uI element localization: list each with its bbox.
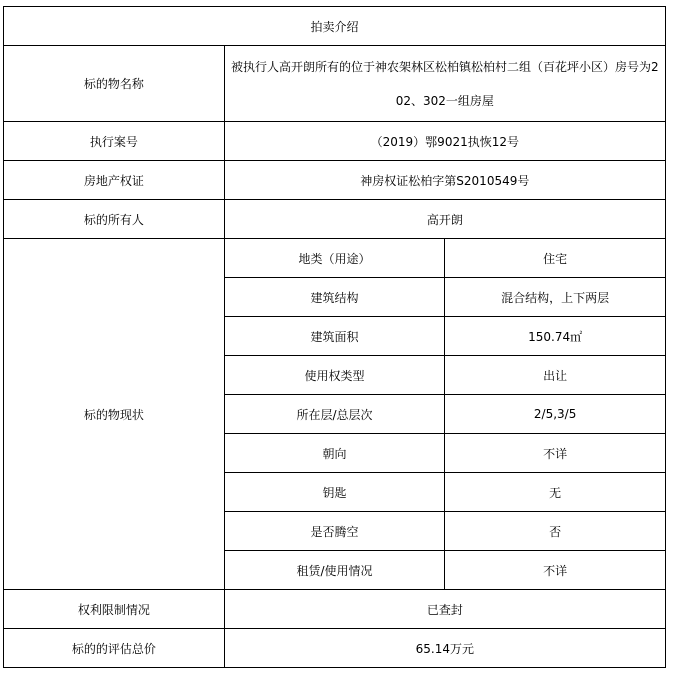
status-value: 住宅 — [445, 239, 666, 278]
status-value: 不详 — [445, 434, 666, 473]
status-key: 建筑面积 — [224, 317, 445, 356]
status-key: 建筑结构 — [224, 278, 445, 317]
restriction-row — [4, 590, 666, 629]
status-key: 钥匙 — [224, 473, 445, 512]
status-key: 是否腾空 — [224, 512, 445, 551]
owner-label: 标的所有人 — [4, 200, 225, 239]
subject-name-label: 标的物名称 — [4, 46, 225, 122]
property-cert-row — [4, 161, 666, 200]
property-cert-label: 房地产权证 — [4, 161, 225, 200]
status-value: 混合结构，上下两层 — [445, 278, 666, 317]
subject-name-value: 被执行人高开朗所有的位于神农架林区松柏镇松柏村二组（百花坪小区）房号为202、302一组房屋 — [224, 46, 665, 122]
status-value: 否 — [445, 512, 666, 551]
status-label: 标的物现状 — [4, 239, 225, 590]
status-key: 使用权类型 — [224, 356, 445, 395]
owner-value: 高开朗 — [224, 200, 665, 239]
status-value: 不详 — [445, 551, 666, 590]
valuation-label: 标的的评估总价 — [4, 629, 225, 668]
status-key: 朝向 — [224, 434, 445, 473]
restriction-label: 权利限制情况 — [4, 590, 225, 629]
restriction-value: 已查封 — [224, 590, 665, 629]
title-row — [4, 7, 666, 46]
valuation-value: 65.14万元 — [224, 629, 665, 668]
status-key: 所在层/总层次 — [224, 395, 445, 434]
table-title: 拍卖介绍 — [4, 7, 666, 46]
status-value: 150.74㎡ — [445, 317, 666, 356]
subject-name-row — [4, 46, 666, 122]
status-key: 租赁/使用情况 — [224, 551, 445, 590]
auction-info-table — [3, 6, 666, 668]
valuation-row — [4, 629, 666, 668]
case-no-label: 执行案号 — [4, 122, 225, 161]
case-no-row — [4, 122, 666, 161]
status-value: 出让 — [445, 356, 666, 395]
case-no-value: （2019）鄂9021执恢12号 — [224, 122, 665, 161]
owner-row — [4, 200, 666, 239]
status-key: 地类（用途） — [224, 239, 445, 278]
status-value: 无 — [445, 473, 666, 512]
property-cert-value: 神房权证松柏字第S2010549号 — [224, 161, 665, 200]
status-value: 2/5,3/5 — [445, 395, 666, 434]
status-row — [4, 239, 666, 278]
